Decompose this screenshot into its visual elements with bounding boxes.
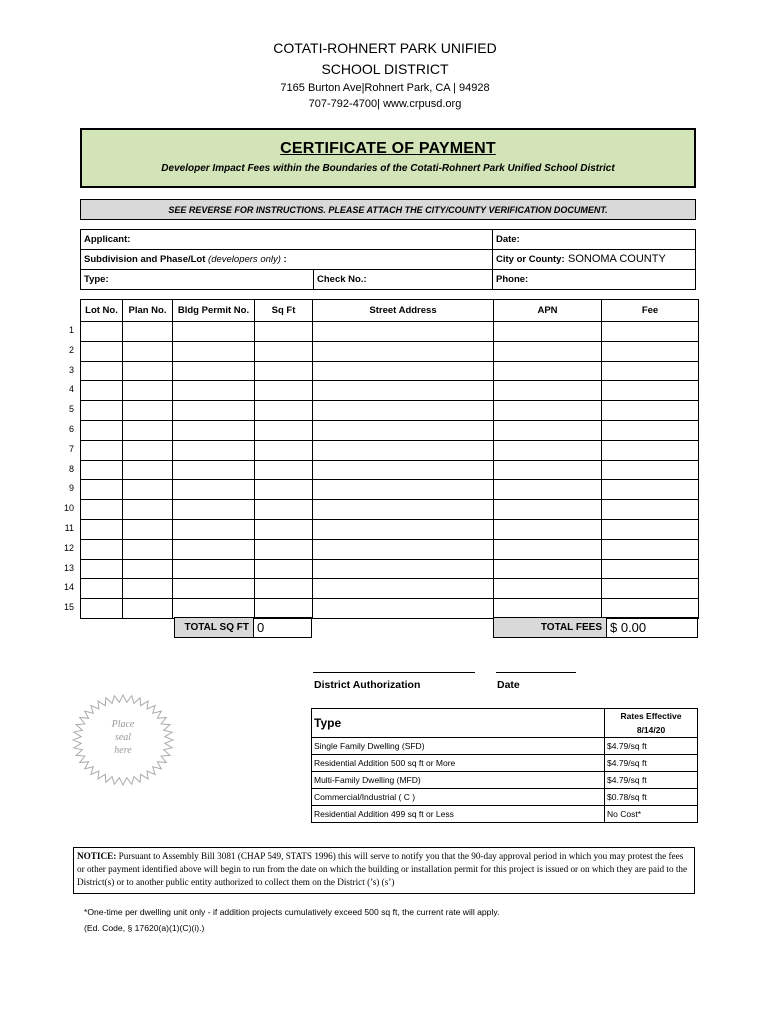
lot-table-header [81, 300, 699, 322]
row-number: 7 [68, 443, 74, 454]
table-cell[interactable] [255, 519, 313, 539]
table-cell[interactable] [123, 401, 173, 421]
table-cell[interactable] [173, 480, 255, 500]
table-cell[interactable] [602, 460, 699, 480]
check-number-label: Check No.: [317, 274, 367, 285]
table-cell[interactable] [313, 401, 494, 421]
table-cell[interactable] [173, 440, 255, 460]
table-cell[interactable] [494, 401, 602, 421]
table-cell[interactable] [255, 401, 313, 421]
table-row [81, 361, 699, 381]
ed-code-footnote: (Ed. Code, § 17620(a)(1)(C)(i).) [84, 923, 205, 933]
one-time-footnote: *One-time per dwelling unit only - if addition projects cumulatively exceed 500 sq ft, the current rate will apply. [84, 907, 500, 917]
rate-row: Residential Addition 500 sq ft or More $4.79/sq ft [312, 755, 698, 772]
table-cell[interactable] [494, 480, 602, 500]
notice-box [73, 847, 695, 894]
table-cell[interactable] [313, 361, 494, 381]
row-number: 13 [63, 562, 74, 573]
row-number: 3 [68, 364, 74, 375]
table-cell[interactable] [313, 341, 494, 361]
total-sqft-label: TOTAL SQ FT [174, 617, 254, 638]
table-cell[interactable] [313, 322, 494, 342]
table-row [81, 579, 699, 599]
table-cell[interactable] [255, 361, 313, 381]
table-cell[interactable] [494, 579, 602, 599]
table-row [81, 519, 699, 539]
row-number: 1 [68, 325, 74, 335]
table-row [81, 460, 699, 480]
applicant-label: Applicant: [84, 234, 131, 245]
table-cell[interactable] [602, 519, 699, 539]
table-cell[interactable] [494, 361, 602, 381]
district-name-line2: SCHOOL DISTRICT [321, 61, 449, 77]
row-number: 14 [63, 582, 74, 593]
table-cell[interactable] [81, 420, 123, 440]
table-cell[interactable] [494, 460, 602, 480]
rates-type-header: Type [312, 709, 605, 738]
table-cell[interactable] [173, 539, 255, 559]
table-cell[interactable] [81, 599, 123, 619]
table-cell[interactable] [255, 559, 313, 579]
divider [492, 230, 493, 249]
table-cell[interactable] [313, 599, 494, 619]
rates-effective-header: Rates Effective 8/14/20 [605, 709, 698, 738]
table-cell[interactable] [494, 559, 602, 579]
lot-table [80, 299, 698, 617]
district-name-line1: COTATI-ROHNERT PARK UNIFIED [273, 40, 497, 56]
table-cell[interactable] [602, 500, 699, 520]
table-cell[interactable] [123, 440, 173, 460]
table-cell[interactable] [313, 579, 494, 599]
instructions-bar: SEE REVERSE FOR INSTRUCTIONS. PLEASE ATTACH THE CITY/COUNTY VERIFICATION DOCUMENT. [80, 199, 696, 220]
rate-row: Commercial/Industrial ( C ) $0.78/sq ft [312, 789, 698, 806]
col-sq-ft: Sq Ft [255, 300, 313, 322]
certificate-banner [80, 128, 696, 188]
table-cell[interactable] [123, 480, 173, 500]
table-cell[interactable] [123, 519, 173, 539]
table-row [81, 341, 699, 361]
authorization-signature-line[interactable] [313, 672, 475, 673]
table-cell[interactable] [313, 420, 494, 440]
table-cell[interactable] [494, 500, 602, 520]
table-cell[interactable] [173, 599, 255, 619]
certificate-subtitle: Developer Impact Fees within the Boundaries of the Cotati-Rohnert Park Unified School District [161, 163, 615, 174]
total-fees-label: TOTAL FEES [493, 617, 607, 638]
rates-header [312, 709, 698, 738]
city-county-label: City or County: [496, 254, 565, 265]
divider [492, 270, 493, 290]
col-bldg-permit-no: Bldg Permit No. [173, 300, 255, 322]
seal-text: Place seal here [111, 719, 135, 756]
table-cell[interactable] [81, 381, 123, 401]
table-cell[interactable] [255, 500, 313, 520]
table-cell[interactable] [602, 559, 699, 579]
table-cell[interactable] [173, 341, 255, 361]
table-cell[interactable] [81, 519, 123, 539]
table-cell[interactable] [123, 420, 173, 440]
table-cell[interactable] [81, 440, 123, 460]
total-sqft-value[interactable]: 0 [253, 617, 312, 638]
table-cell[interactable] [602, 361, 699, 381]
col-lot-no: Lot No. [81, 300, 123, 322]
table-cell[interactable] [123, 579, 173, 599]
rate-row: Residential Addition 499 sq ft or Less No Cost* [312, 806, 698, 823]
table-cell[interactable] [81, 341, 123, 361]
table-cell[interactable] [123, 599, 173, 619]
row-number: 5 [68, 404, 74, 415]
col-fee: Fee [602, 300, 699, 322]
row-number: 15 [63, 602, 74, 613]
table-cell[interactable] [173, 381, 255, 401]
col-plan-no: Plan No. [123, 300, 173, 322]
table-cell[interactable] [123, 381, 173, 401]
subdivision-note: (developers only) [208, 254, 281, 265]
table-cell[interactable] [255, 381, 313, 401]
table-cell[interactable] [494, 599, 602, 619]
table-row [81, 599, 699, 619]
row-number: 8 [68, 463, 74, 474]
total-fees-value[interactable]: $ 0.00 [606, 617, 698, 638]
table-cell[interactable] [255, 599, 313, 619]
table-cell[interactable] [123, 539, 173, 559]
row-number: 11 [64, 523, 74, 533]
row-number: 12 [63, 542, 74, 553]
district-address: 7165 Burton Ave|Rohnert Park, CA | 94928 [280, 82, 490, 94]
table-row [81, 539, 699, 559]
table-cell[interactable] [81, 322, 123, 342]
rates-table [311, 708, 697, 823]
table-cell[interactable] [602, 322, 699, 342]
table-cell[interactable] [123, 361, 173, 381]
table-cell[interactable] [255, 480, 313, 500]
row-number: 2 [68, 344, 74, 355]
table-cell[interactable] [255, 460, 313, 480]
table-cell[interactable] [255, 341, 313, 361]
table-cell[interactable] [81, 401, 123, 421]
table-cell[interactable] [313, 480, 494, 500]
district-authorization-label: District Authorization [314, 679, 421, 691]
table-cell[interactable] [602, 381, 699, 401]
table-cell[interactable] [494, 322, 602, 342]
table-cell[interactable] [81, 460, 123, 480]
table-cell[interactable] [81, 539, 123, 559]
rate-row: Single Family Dwelling (SFD) $4.79/sq ft [312, 738, 698, 755]
row-number: 10 [63, 503, 74, 514]
table-row [81, 480, 699, 500]
divider [492, 250, 493, 269]
table-cell[interactable] [494, 381, 602, 401]
date-label: Date: [496, 234, 520, 245]
table-row [81, 500, 699, 520]
table-cell[interactable] [602, 579, 699, 599]
table-cell[interactable] [173, 460, 255, 480]
table-cell[interactable] [255, 440, 313, 460]
row-number: 9 [68, 483, 74, 494]
table-cell[interactable] [313, 519, 494, 539]
row-number: 6 [68, 424, 74, 434]
table-cell[interactable] [173, 519, 255, 539]
table-row [81, 420, 699, 440]
certificate-title: CERTIFICATE OF PAYMENT [280, 140, 496, 157]
type-row [81, 270, 695, 290]
table-cell[interactable] [123, 460, 173, 480]
table-cell[interactable] [255, 539, 313, 559]
table-cell[interactable] [602, 341, 699, 361]
table-cell[interactable] [602, 440, 699, 460]
table-cell[interactable] [81, 480, 123, 500]
table-cell[interactable] [602, 401, 699, 421]
table-cell[interactable] [494, 539, 602, 559]
table-cell[interactable] [123, 322, 173, 342]
date-signature-line[interactable] [496, 672, 576, 673]
city-county-value[interactable]: SONOMA COUNTY [568, 253, 666, 265]
table-cell[interactable] [173, 579, 255, 599]
table-cell[interactable] [602, 420, 699, 440]
signature-date-label: Date [497, 679, 520, 691]
notice-label: NOTICE: [77, 851, 117, 861]
table-cell[interactable] [255, 579, 313, 599]
table-cell[interactable] [313, 460, 494, 480]
table-cell[interactable] [123, 500, 173, 520]
table-cell[interactable] [81, 559, 123, 579]
applicant-info-block [80, 229, 696, 290]
table-cell[interactable] [313, 559, 494, 579]
table-cell[interactable] [255, 322, 313, 342]
table-cell[interactable] [173, 401, 255, 421]
table-row [81, 559, 699, 579]
table-cell[interactable] [173, 559, 255, 579]
applicant-row [81, 230, 695, 250]
notice-text: Pursuant to Assembly Bill 3081 (CHAP 549, STATS 1996) this will serve to notify you that the 90-day approval period in which you may protest the fees or other payment identified above will begin to run from the date on which the building or installation permit for this project is issued or on which they are paid to the District(s) or to another public entity authorized to collect them on the District (’s) (s’) [77, 851, 688, 887]
row-number: 4 [68, 384, 74, 395]
table-cell[interactable] [313, 381, 494, 401]
table-row [81, 440, 699, 460]
phone-label: Phone: [496, 274, 529, 285]
table-cell[interactable] [494, 341, 602, 361]
table-cell[interactable] [494, 519, 602, 539]
divider [313, 270, 314, 290]
table-cell[interactable] [494, 420, 602, 440]
table-row [81, 381, 699, 401]
table-cell[interactable] [173, 322, 255, 342]
table-cell[interactable] [494, 440, 602, 460]
table-cell[interactable] [81, 361, 123, 381]
table-row [81, 401, 699, 421]
table-cell[interactable] [81, 579, 123, 599]
col-apn: APN [494, 300, 602, 322]
table-row [81, 322, 699, 342]
table-cell[interactable] [602, 480, 699, 500]
district-contact: 707-792-4700| www.crpusd.org [308, 98, 462, 110]
table-cell[interactable] [313, 440, 494, 460]
subdivision-row [81, 250, 695, 270]
table-cell[interactable] [602, 539, 699, 559]
table-cell[interactable] [602, 599, 699, 619]
table-cell[interactable] [173, 420, 255, 440]
table-cell[interactable] [313, 539, 494, 559]
table-cell[interactable] [173, 500, 255, 520]
col-street-address: Street Address [313, 300, 494, 322]
table-cell[interactable] [123, 341, 173, 361]
table-cell[interactable] [173, 361, 255, 381]
table-cell[interactable] [313, 500, 494, 520]
subdivision-label: Subdivision and Phase/Lot (developers only) : [84, 254, 287, 265]
rate-row: Multi-Family Dwelling (MFD) $4.79/sq ft [312, 772, 698, 789]
table-cell[interactable] [81, 500, 123, 520]
table-cell[interactable] [123, 559, 173, 579]
type-label: Type: [84, 274, 109, 285]
table-cell[interactable] [255, 420, 313, 440]
